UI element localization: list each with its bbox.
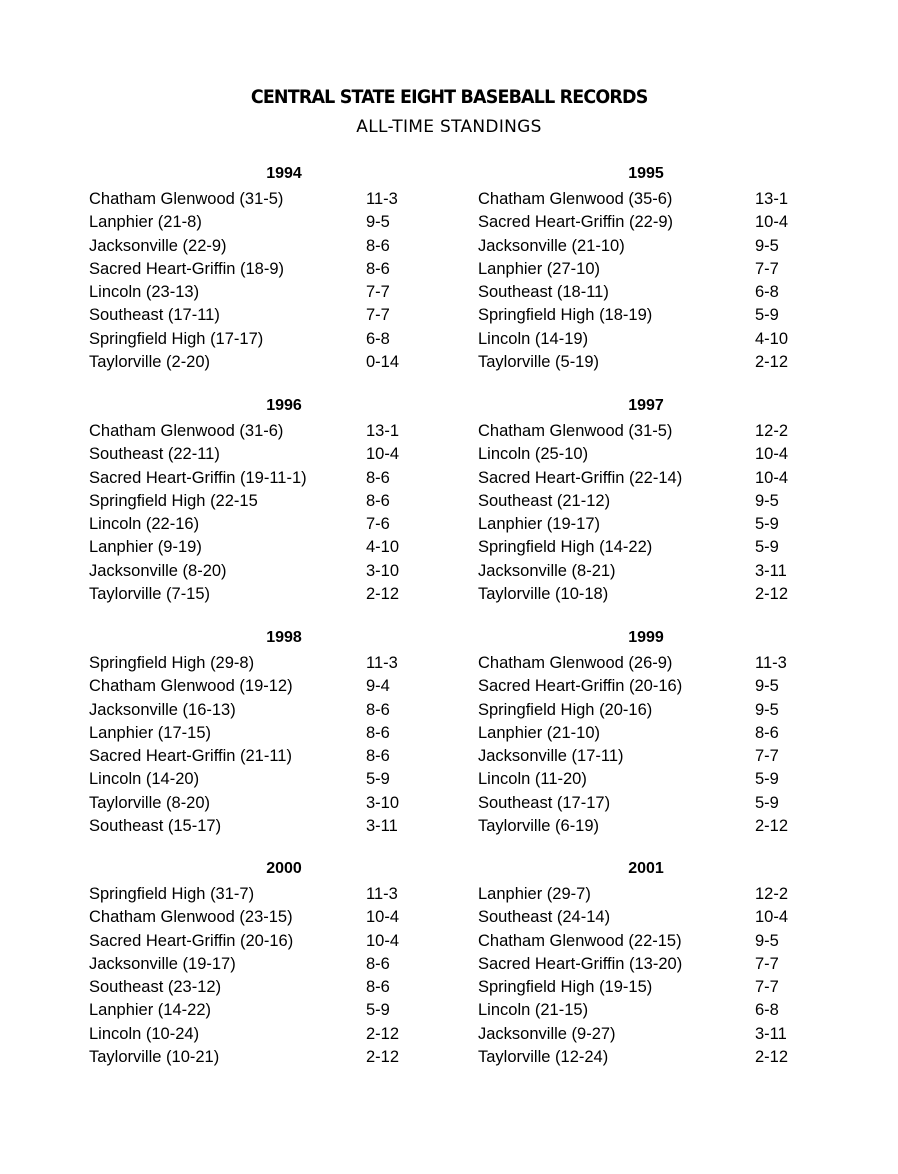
- team-name-overall-record: Southeast (23-12): [89, 978, 222, 996]
- standings-row: [478, 188, 838, 211]
- team-name-overall-record: Jacksonville (19-17): [89, 955, 236, 973]
- standings-row: [89, 351, 449, 374]
- standings-row: [478, 699, 838, 722]
- team-name-overall-record: Springfield High (20-16): [478, 701, 653, 719]
- conference-record: 2-12: [755, 353, 789, 371]
- conference-record: 8-6: [366, 469, 390, 487]
- conference-record: 2-12: [755, 585, 789, 603]
- team-name-overall-record: Lanphier (21-8): [89, 213, 202, 231]
- season-1999: [478, 629, 838, 839]
- conference-record: 9-5: [366, 213, 390, 231]
- conference-record: 5-9: [755, 538, 779, 556]
- season-1998: [89, 629, 449, 839]
- team-name-overall-record: Southeast (24-14): [478, 908, 611, 926]
- team-name-overall-record: Chatham Glenwood (19-12): [89, 677, 293, 695]
- standings-row: [89, 675, 449, 698]
- conference-record: 9-4: [366, 677, 390, 695]
- conference-record: 10-4: [755, 908, 789, 926]
- team-name-overall-record: Lincoln (14-19): [478, 330, 589, 348]
- season-2001: [478, 860, 838, 1070]
- conference-record: 7-7: [755, 260, 779, 278]
- team-name-overall-record: Southeast (18-11): [478, 283, 609, 301]
- season-1997: [478, 397, 838, 607]
- team-name-overall-record: Lincoln (21-15): [478, 1001, 589, 1019]
- conference-record: 3-11: [366, 817, 398, 835]
- conference-record: 11-3: [366, 885, 398, 903]
- standings-row: [478, 235, 838, 258]
- conference-record: 4-10: [755, 330, 789, 348]
- conference-record: 7-7: [755, 978, 779, 996]
- team-name-overall-record: Sacred Heart-Griffin (21-11): [89, 747, 292, 765]
- standings-row: [478, 583, 838, 606]
- conference-record: 4-10: [366, 538, 400, 556]
- conference-record: 3-10: [366, 562, 400, 580]
- conference-record: 5-9: [366, 1001, 390, 1019]
- conference-record: 9-5: [755, 237, 779, 255]
- team-name-overall-record: Southeast (22-11): [89, 445, 220, 463]
- standings-row: [478, 420, 838, 443]
- conference-record: 9-5: [755, 932, 779, 950]
- standings-row: [89, 699, 449, 722]
- season-year-heading: 1997: [628, 397, 664, 414]
- team-name-overall-record: Jacksonville (16-13): [89, 701, 236, 719]
- standings-row: [478, 792, 838, 815]
- team-name-overall-record: Lanphier (19-17): [478, 515, 600, 533]
- conference-record: 3-11: [755, 562, 787, 580]
- team-name-overall-record: Lanphier (29-7): [478, 885, 591, 903]
- team-name-overall-record: Taylorville (6-19): [478, 817, 600, 835]
- team-name-overall-record: Southeast (15-17): [89, 817, 222, 835]
- standings-row: [478, 999, 838, 1022]
- team-name-overall-record: Chatham Glenwood (35-6): [478, 190, 673, 208]
- conference-record: 2-12: [366, 1048, 400, 1066]
- season-1994: [89, 165, 449, 375]
- standings-row: [89, 652, 449, 675]
- team-name-overall-record: Sacred Heart-Griffin (20-16): [478, 677, 683, 695]
- team-name-overall-record: Sacred Heart-Griffin (22-14): [478, 469, 683, 487]
- standings-row: [478, 281, 838, 304]
- team-name-overall-record: Southeast (17-17): [478, 794, 611, 812]
- conference-record: 7-6: [366, 515, 390, 533]
- standings-row: [89, 467, 449, 490]
- team-name-overall-record: Lincoln (25-10): [478, 445, 589, 463]
- standings-row: [89, 976, 449, 999]
- conference-record: 5-9: [755, 794, 779, 812]
- team-name-overall-record: Lincoln (11-20): [478, 770, 587, 788]
- team-name-overall-record: Southeast (17-11): [89, 306, 220, 324]
- team-name-overall-record: Springfield High (29-8): [89, 654, 255, 672]
- conference-record: 7-7: [366, 283, 390, 301]
- standings-row: [89, 560, 449, 583]
- team-name-overall-record: Springfield High (19-15): [478, 978, 653, 996]
- conference-record: 8-6: [366, 701, 390, 719]
- conference-record: 10-4: [755, 445, 789, 463]
- season-year-heading: 2001: [628, 860, 664, 877]
- team-name-overall-record: Taylorville (2-20): [89, 353, 211, 371]
- team-name-overall-record: Springfield High (18-19): [478, 306, 653, 324]
- team-name-overall-record: Springfield High (31-7): [89, 885, 255, 903]
- conference-record: 7-7: [755, 955, 779, 973]
- standings-row: [478, 722, 838, 745]
- team-name-overall-record: Sacred Heart-Griffin (19-11-1): [89, 469, 307, 487]
- team-name-overall-record: Lanphier (17-15): [89, 724, 211, 742]
- standings-row: [478, 328, 838, 351]
- standings-row: [478, 304, 838, 327]
- conference-record: 9-5: [755, 701, 779, 719]
- standings-row: [89, 815, 449, 838]
- standings-row: [478, 652, 838, 675]
- conference-record: 11-3: [755, 654, 787, 672]
- conference-record: 8-6: [366, 978, 390, 996]
- standings-row: [478, 976, 838, 999]
- standings-row: [89, 583, 449, 606]
- season-year-heading: 1998: [266, 629, 302, 646]
- season-year-heading: 2000: [266, 860, 302, 877]
- team-name-overall-record: Taylorville (8-20): [89, 794, 211, 812]
- standings-row: [478, 443, 838, 466]
- conference-record: 6-8: [366, 330, 390, 348]
- conference-record: 6-8: [755, 283, 779, 301]
- team-name-overall-record: Sacred Heart-Griffin (22-9): [478, 213, 674, 231]
- standings-row: [478, 906, 838, 929]
- conference-record: 10-4: [755, 469, 789, 487]
- conference-record: 2-12: [755, 817, 789, 835]
- standings-row: [478, 513, 838, 536]
- conference-record: 3-10: [366, 794, 400, 812]
- team-name-overall-record: Chatham Glenwood (31-6): [89, 422, 284, 440]
- team-name-overall-record: Lincoln (14-20): [89, 770, 200, 788]
- conference-record: 2-12: [366, 1025, 400, 1043]
- standings-row: [89, 953, 449, 976]
- standings-row: [89, 792, 449, 815]
- team-name-overall-record: Jacksonville (8-20): [89, 562, 227, 580]
- team-name-overall-record: Jacksonville (9-27): [478, 1025, 616, 1043]
- season-year-heading: 1995: [628, 165, 664, 182]
- standings-row: [478, 1046, 838, 1069]
- team-name-overall-record: Lincoln (10-24): [89, 1025, 200, 1043]
- team-name-overall-record: Taylorville (10-21): [89, 1048, 220, 1066]
- conference-record: 5-9: [366, 770, 390, 788]
- team-name-overall-record: Springfield High (14-22): [478, 538, 653, 556]
- conference-record: 8-6: [366, 955, 390, 973]
- conference-record: 11-3: [366, 190, 398, 208]
- standings-row: [89, 420, 449, 443]
- standings-row: [89, 328, 449, 351]
- conference-record: 7-7: [366, 306, 390, 324]
- team-name-overall-record: Taylorville (5-19): [478, 353, 600, 371]
- team-name-overall-record: Jacksonville (8-21): [478, 562, 616, 580]
- team-name-overall-record: Lincoln (23-13): [89, 283, 200, 301]
- conference-record: 6-8: [755, 1001, 779, 1019]
- conference-record: 12-2: [755, 885, 789, 903]
- conference-record: 11-3: [366, 654, 398, 672]
- conference-record: 9-5: [755, 677, 779, 695]
- conference-record: 5-9: [755, 306, 779, 324]
- season-year-heading: 1999: [628, 629, 664, 646]
- conference-record: 2-12: [755, 1048, 789, 1066]
- season-1996: [89, 397, 449, 607]
- standings-row: [89, 999, 449, 1022]
- standings-row: [478, 258, 838, 281]
- season-2000: [89, 860, 449, 1070]
- conference-record: 5-9: [755, 515, 779, 533]
- standings-row: [478, 211, 838, 234]
- team-name-overall-record: Jacksonville (22-9): [89, 237, 227, 255]
- conference-record: 13-1: [755, 190, 789, 208]
- conference-record: 2-12: [366, 585, 400, 603]
- season-year-heading: 1994: [266, 165, 302, 182]
- conference-record: 8-6: [366, 747, 390, 765]
- standings-row: [89, 1046, 449, 1069]
- standings-row: [478, 883, 838, 906]
- conference-record: 3-11: [755, 1025, 787, 1043]
- team-name-overall-record: Southeast (21-12): [478, 492, 611, 510]
- team-name-overall-record: Springfield High (17-17): [89, 330, 264, 348]
- standings-row: [89, 1023, 449, 1046]
- standings-row: [478, 953, 838, 976]
- team-name-overall-record: Chatham Glenwood (31-5): [89, 190, 284, 208]
- team-name-overall-record: Taylorville (10-18): [478, 585, 609, 603]
- standings-row: [478, 467, 838, 490]
- team-name-overall-record: Chatham Glenwood (31-5): [478, 422, 673, 440]
- team-name-overall-record: Lincoln (22-16): [89, 515, 200, 533]
- standings-row: [89, 490, 449, 513]
- team-name-overall-record: Lanphier (9-19): [89, 538, 202, 556]
- team-name-overall-record: Chatham Glenwood (26-9): [478, 654, 673, 672]
- page-title: CENTRAL STATE EIGHT BASEBALL RECORDS: [250, 86, 648, 108]
- standings-row: [478, 675, 838, 698]
- standings-row: [89, 513, 449, 536]
- standings-row: [89, 536, 449, 559]
- conference-record: 10-4: [366, 445, 400, 463]
- season-1995: [478, 165, 838, 375]
- standings-row: [89, 443, 449, 466]
- conference-record: 7-7: [755, 747, 779, 765]
- conference-record: 8-6: [366, 237, 390, 255]
- conference-record: 12-2: [755, 422, 789, 440]
- conference-record: 10-4: [755, 213, 789, 231]
- standings-row: [89, 188, 449, 211]
- team-name-overall-record: Lanphier (14-22): [89, 1001, 211, 1019]
- team-name-overall-record: Lanphier (21-10): [478, 724, 600, 742]
- standings-row: [89, 258, 449, 281]
- standings-row: [89, 722, 449, 745]
- conference-record: 10-4: [366, 908, 400, 926]
- season-year-heading: 1996: [266, 397, 302, 414]
- conference-record: 8-6: [366, 724, 390, 742]
- conference-record: 0-14: [366, 353, 400, 371]
- conference-record: 10-4: [366, 932, 400, 950]
- conference-record: 9-5: [755, 492, 779, 510]
- team-name-overall-record: Taylorville (12-24): [478, 1048, 609, 1066]
- team-name-overall-record: Sacred Heart-Griffin (18-9): [89, 260, 285, 278]
- team-name-overall-record: Jacksonville (17-11): [478, 747, 624, 765]
- standings-row: [89, 211, 449, 234]
- standings-row: [478, 930, 838, 953]
- team-name-overall-record: Chatham Glenwood (23-15): [89, 908, 293, 926]
- standings-row: [478, 560, 838, 583]
- team-name-overall-record: Sacred Heart-Griffin (20-16): [89, 932, 294, 950]
- team-name-overall-record: Taylorville (7-15): [89, 585, 211, 603]
- standings-row: [89, 745, 449, 768]
- standings-row: [478, 815, 838, 838]
- standings-row: [478, 351, 838, 374]
- conference-record: 8-6: [366, 260, 390, 278]
- conference-record: 8-6: [755, 724, 779, 742]
- standings-row: [478, 745, 838, 768]
- team-name-overall-record: Jacksonville (21-10): [478, 237, 625, 255]
- team-name-overall-record: Lanphier (27-10): [478, 260, 600, 278]
- standings-row: [89, 768, 449, 791]
- standings-row: [478, 768, 838, 791]
- page-subtitle: ALL-TIME STANDINGS: [356, 117, 542, 137]
- standings-row: [89, 304, 449, 327]
- team-name-overall-record: Springfield High (22-15: [89, 492, 258, 510]
- team-name-overall-record: Sacred Heart-Griffin (13-20): [478, 955, 683, 973]
- team-name-overall-record: Chatham Glenwood (22-15): [478, 932, 682, 950]
- conference-record: 13-1: [366, 422, 400, 440]
- standings-row: [478, 490, 838, 513]
- standings-row: [89, 235, 449, 258]
- standings-row: [89, 281, 449, 304]
- standings-row: [89, 883, 449, 906]
- conference-record: 8-6: [366, 492, 390, 510]
- conference-record: 5-9: [755, 770, 779, 788]
- standings-row: [89, 930, 449, 953]
- standings-row: [89, 906, 449, 929]
- standings-row: [478, 1023, 838, 1046]
- standings-row: [478, 536, 838, 559]
